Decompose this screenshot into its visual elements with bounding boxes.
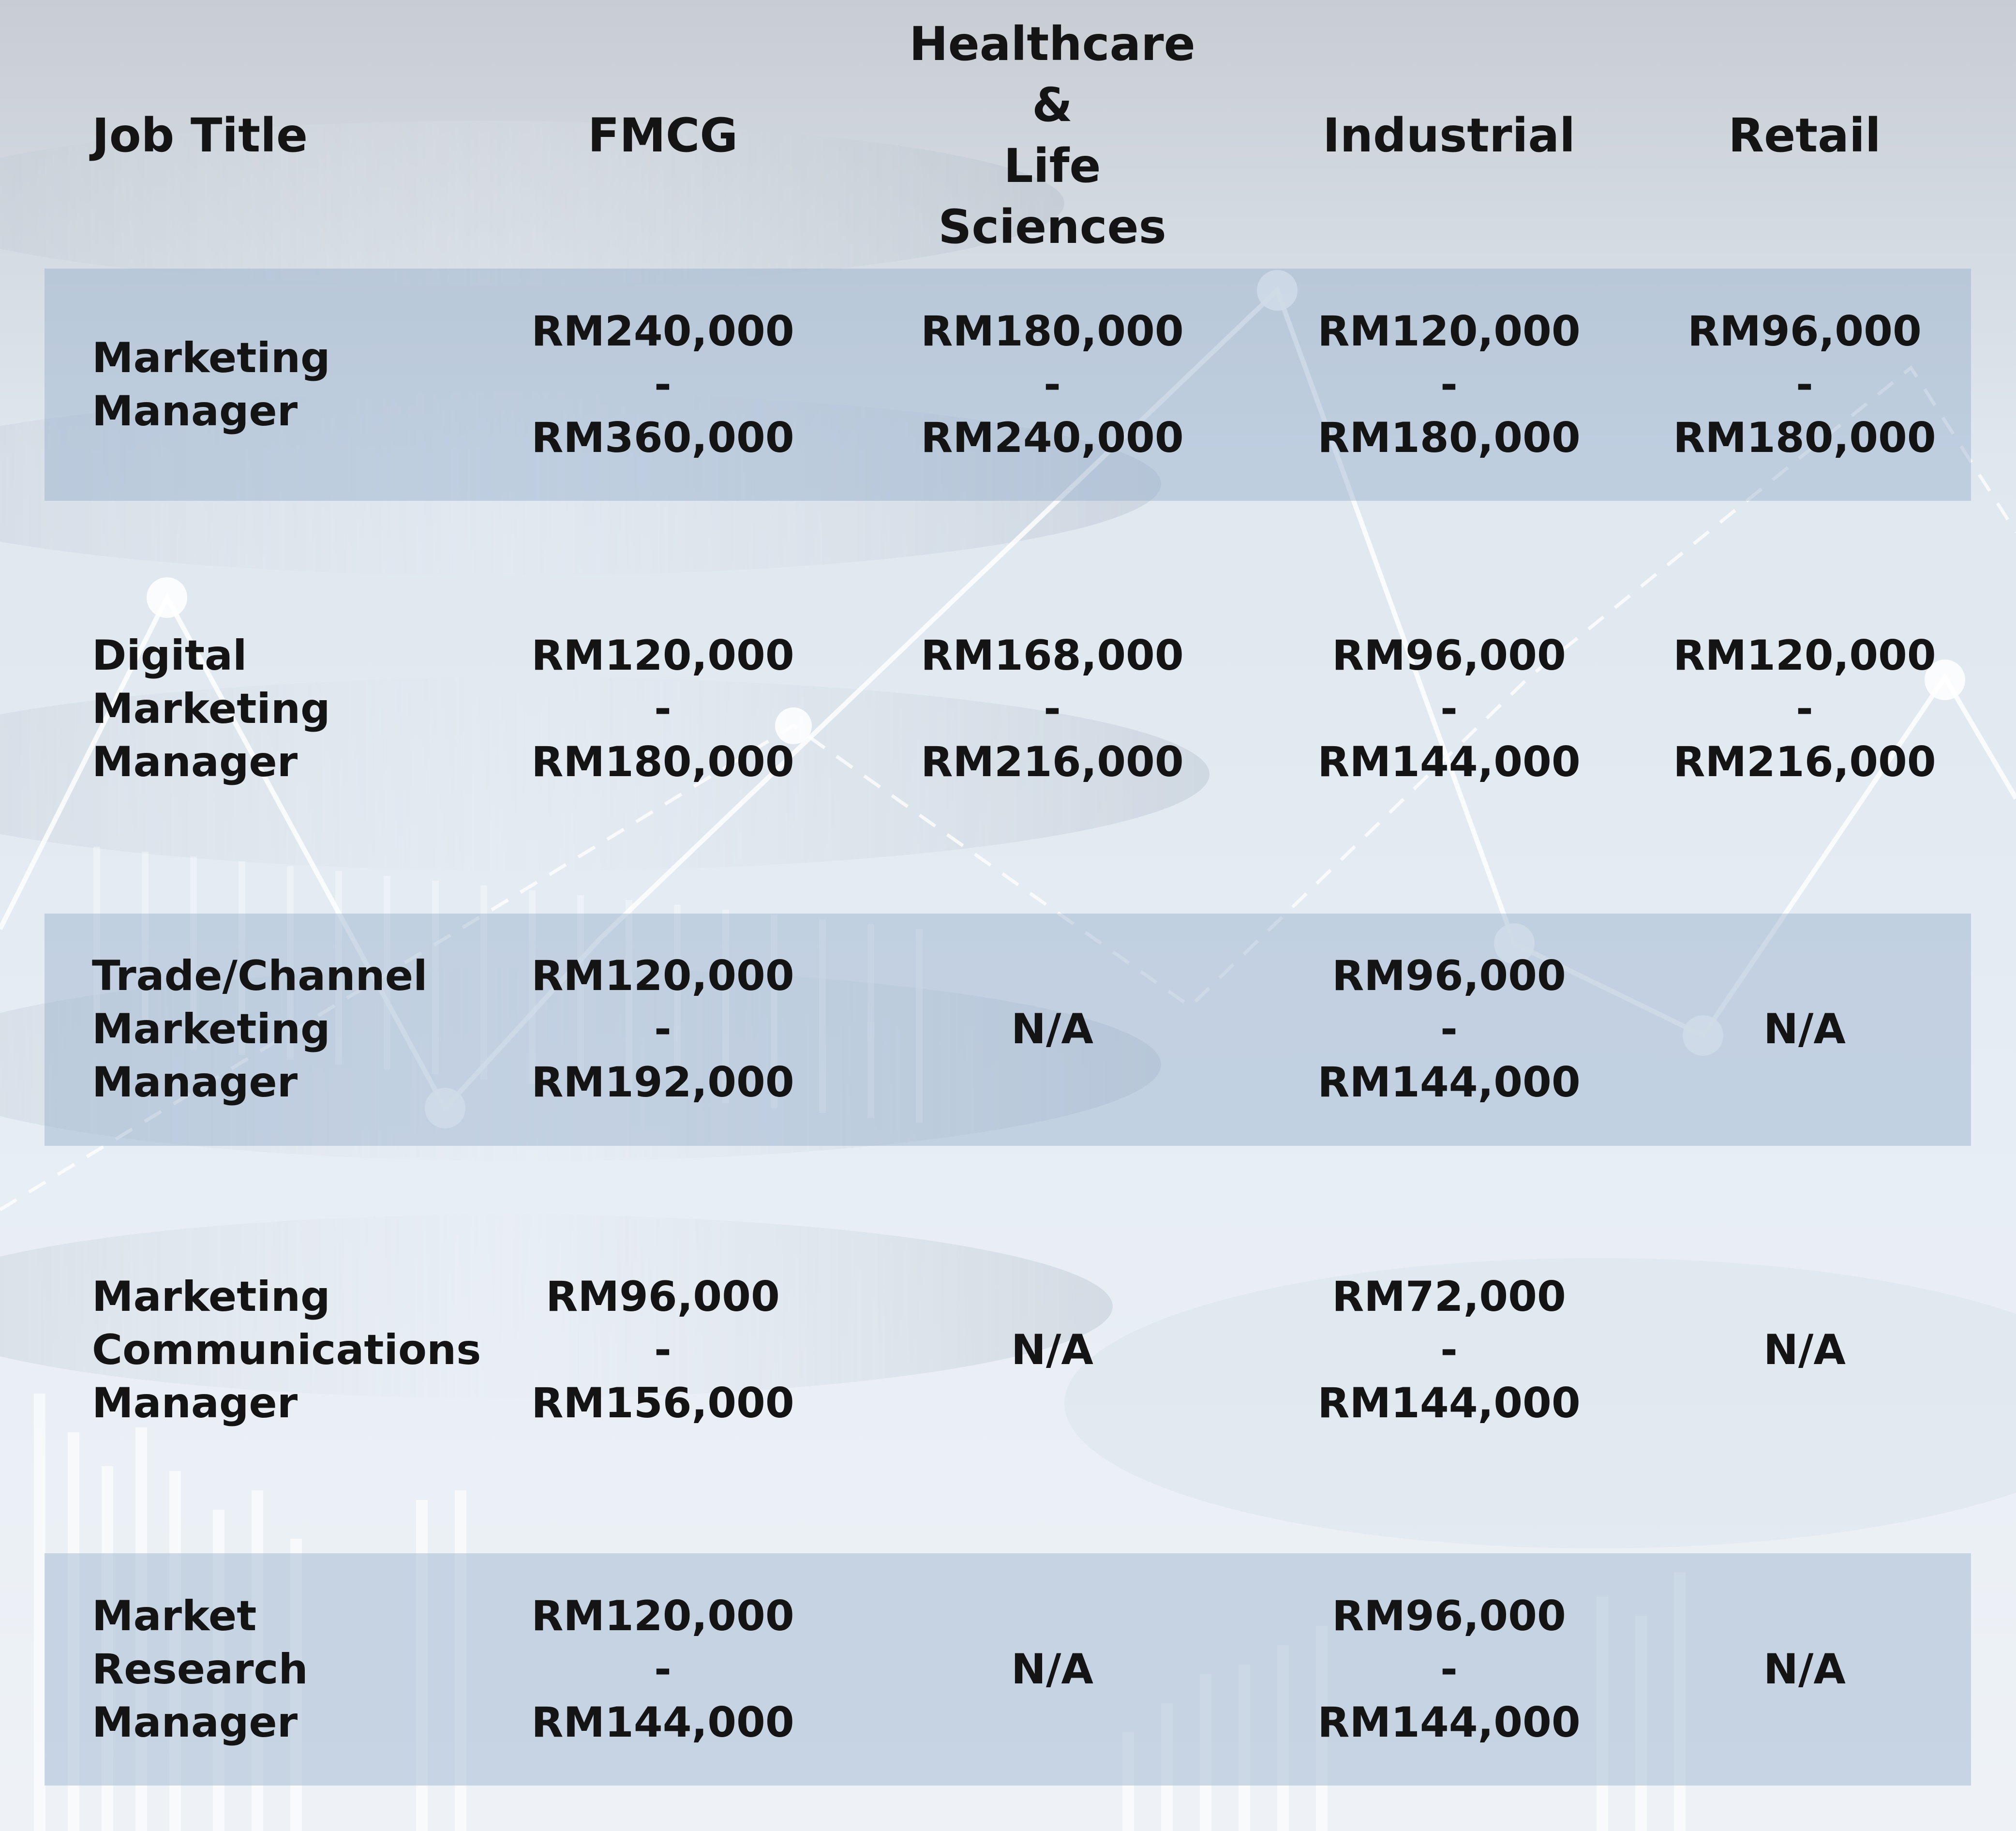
salary-low: RM168,000 [921, 631, 1184, 680]
salary-separator: - [654, 360, 672, 409]
salary-high: RM360,000 [531, 414, 794, 462]
header-job-title-label: Job Title [92, 108, 308, 163]
salary-na: N/A [1011, 1326, 1093, 1374]
salary-healthcare [895, 1590, 1210, 1749]
salary-separator: - [654, 1005, 672, 1053]
header-retail [1655, 73, 1955, 198]
salary-high: RM144,000 [1317, 1379, 1581, 1427]
salary-na: N/A [1763, 1645, 1846, 1694]
salary-low: RM96,000 [1687, 307, 1922, 356]
salary-separator: - [1440, 685, 1458, 733]
header-industrial [1297, 73, 1601, 198]
job-title-line: Digital [92, 631, 247, 680]
salary-separator: - [654, 1326, 672, 1374]
salary-industrial [1297, 1590, 1601, 1749]
salary-fmcg [513, 1590, 813, 1749]
salary-low: RM180,000 [921, 307, 1184, 356]
salary-retail [1655, 629, 1955, 789]
salary-high: RM180,000 [1317, 414, 1581, 462]
row-job-title [92, 629, 508, 789]
salary-high: RM240,000 [921, 414, 1184, 462]
salary-fmcg [513, 1270, 813, 1430]
salary-retail [1655, 305, 1955, 465]
salary-separator: - [1440, 360, 1458, 409]
row-job-title [92, 1590, 508, 1749]
salary-low: RM240,000 [531, 307, 794, 356]
row-job-title [92, 1270, 508, 1430]
job-title-line: Market [92, 1592, 257, 1640]
salary-high: RM180,000 [531, 738, 794, 786]
header-fmcg-label: FMCG [587, 108, 738, 163]
salary-separator: - [654, 685, 672, 733]
salary-industrial [1297, 305, 1601, 465]
salary-high: RM144,000 [1317, 1698, 1581, 1747]
job-title-line: Manager [92, 387, 298, 435]
salary-retail [1655, 949, 1955, 1109]
salary-fmcg [513, 305, 813, 465]
salary-fmcg [513, 949, 813, 1109]
salary-healthcare [895, 629, 1210, 789]
salary-industrial [1297, 1270, 1601, 1430]
job-title-line: Manager [92, 1698, 298, 1747]
header-healthcare [895, 17, 1210, 254]
salary-separator: - [1440, 1645, 1458, 1694]
salary-healthcare [895, 1270, 1210, 1430]
salary-high: RM156,000 [531, 1379, 794, 1427]
header-healthcare-line1: Healthcare & [909, 17, 1195, 132]
salary-healthcare [895, 949, 1210, 1109]
salary-fmcg [513, 629, 813, 789]
salary-low: RM120,000 [531, 631, 794, 680]
job-title-line: Manager [92, 1058, 298, 1107]
salary-low: RM96,000 [546, 1273, 780, 1321]
header-retail-label: Retail [1728, 108, 1881, 163]
job-title-line: Communications [92, 1326, 481, 1374]
salary-high: RM192,000 [531, 1058, 794, 1107]
header-industrial-label: Industrial [1322, 108, 1576, 163]
salary-low: RM120,000 [531, 1592, 794, 1640]
salary-low: RM96,000 [1332, 631, 1566, 680]
salary-low: RM120,000 [1317, 307, 1581, 356]
salary-separator: - [1044, 360, 1061, 409]
salary-na: N/A [1763, 1005, 1846, 1053]
salary-na: N/A [1011, 1645, 1093, 1694]
salary-high: RM144,000 [1317, 738, 1581, 786]
job-title-line: Marketing [92, 1005, 330, 1053]
salary-low: RM96,000 [1332, 1592, 1566, 1640]
salary-low: RM120,000 [1673, 631, 1936, 680]
salary-healthcare [895, 305, 1210, 465]
salary-high: RM144,000 [1317, 1058, 1581, 1107]
salary-low: RM120,000 [531, 952, 794, 1000]
salary-na: N/A [1011, 1005, 1093, 1053]
salary-industrial [1297, 629, 1601, 789]
salary-high: RM144,000 [531, 1698, 794, 1747]
salary-separator: - [1440, 1005, 1458, 1053]
salary-separator: - [654, 1645, 672, 1694]
salary-separator: - [1796, 685, 1813, 733]
job-title-line: Research [92, 1645, 308, 1694]
salary-separator: - [1796, 360, 1813, 409]
salary-high: RM216,000 [921, 738, 1184, 786]
job-title-line: Marketing [92, 334, 330, 382]
salary-separator: - [1044, 685, 1061, 733]
salary-na: N/A [1763, 1326, 1846, 1374]
job-title-line: Marketing [92, 1273, 330, 1321]
salary-industrial [1297, 949, 1601, 1109]
salary-low: RM96,000 [1332, 952, 1566, 1000]
header-job-title [92, 73, 508, 198]
salary-retail [1655, 1270, 1955, 1430]
job-title-line: Manager [92, 738, 298, 786]
job-title-line: Marketing [92, 685, 330, 733]
salary-retail [1655, 1590, 1955, 1749]
job-title-line: Manager [92, 1379, 298, 1427]
job-title-line: Trade/Channel [92, 952, 428, 1000]
header-fmcg [513, 73, 813, 198]
row-job-title [92, 305, 508, 465]
salary-high: RM180,000 [1673, 414, 1936, 462]
header-healthcare-line2: Life Sciences [938, 139, 1166, 254]
salary-high: RM216,000 [1673, 738, 1936, 786]
row-job-title [92, 949, 508, 1109]
salary-separator: - [1440, 1326, 1458, 1374]
salary-low: RM72,000 [1332, 1273, 1566, 1321]
